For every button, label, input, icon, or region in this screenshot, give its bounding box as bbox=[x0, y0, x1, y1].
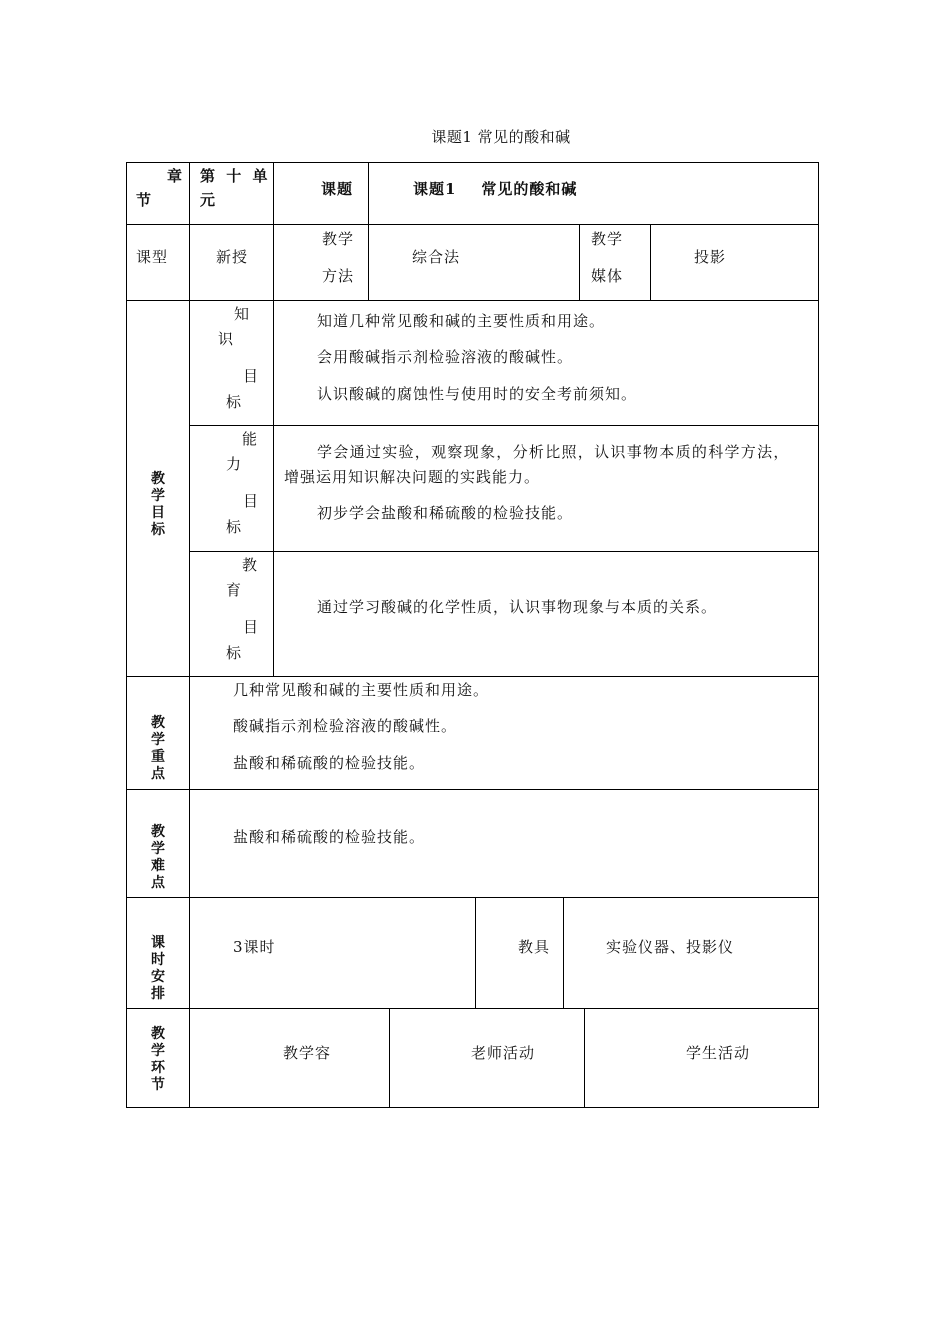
difficulties-label: 教 学 难 点 bbox=[151, 824, 165, 891]
education-label-3: 目 bbox=[243, 618, 260, 636]
unit-value-2: 元 bbox=[200, 191, 217, 209]
media-label-2: 媒体 bbox=[591, 267, 624, 285]
difficulties-content-cell bbox=[189, 789, 819, 898]
method-value: 综合法 bbox=[412, 248, 461, 266]
unit-value-1: 第 十 单 bbox=[200, 167, 269, 185]
education-label-1: 教 bbox=[242, 556, 259, 574]
chapter-label-1: 章 bbox=[166, 167, 183, 185]
stages-label: 教 学 环 节 bbox=[151, 1026, 165, 1093]
education-label-4: 标 bbox=[226, 644, 243, 662]
ability-label-cell bbox=[189, 425, 274, 552]
schedule-hours-cell bbox=[189, 897, 476, 1009]
stages-col2-cell bbox=[389, 1008, 585, 1108]
schedule-label: 课 时 安 排 bbox=[151, 935, 165, 1002]
ability-line-3: 初步学会盐酸和稀硫酸的检验技能。 bbox=[317, 504, 574, 522]
chapter-label-2: 节 bbox=[136, 191, 153, 209]
schedule-label-cell bbox=[126, 897, 190, 1009]
type-value: 新授 bbox=[216, 248, 249, 266]
key-points-content-cell bbox=[189, 676, 819, 790]
type-label: 课型 bbox=[136, 248, 169, 266]
topic-value-cell bbox=[368, 162, 819, 225]
topic-label: 课题 bbox=[321, 180, 354, 198]
knowledge-content-cell bbox=[273, 300, 819, 426]
chapter-label-cell bbox=[126, 162, 190, 225]
type-label-cell bbox=[126, 224, 190, 301]
tools-value-cell bbox=[563, 897, 819, 1009]
schedule-hours: 3课时 bbox=[233, 938, 276, 956]
media-value: 投影 bbox=[694, 248, 727, 266]
knowledge-line-3: 认识酸碱的腐蚀性与使用时的安全考前须知。 bbox=[317, 385, 638, 403]
topic-label-cell bbox=[273, 162, 369, 225]
education-content-cell bbox=[273, 551, 819, 677]
method-label-1: 教学 bbox=[322, 230, 355, 248]
topic-value: 课题1 常见的酸和碱 bbox=[413, 180, 578, 198]
ability-label-3: 目 bbox=[243, 492, 260, 510]
education-label-2: 育 bbox=[226, 581, 243, 599]
knowledge-label-2: 识 bbox=[218, 330, 235, 348]
stages-col1: 教学容 bbox=[283, 1044, 332, 1062]
knowledge-label-1: 知 bbox=[234, 305, 251, 323]
media-value-cell bbox=[650, 224, 819, 301]
method-label-cell bbox=[273, 224, 369, 301]
key-point-line-1: 几种常见酸和碱的主要性质和用途。 bbox=[233, 681, 490, 699]
ability-label-2: 力 bbox=[226, 455, 243, 473]
knowledge-label-4: 标 bbox=[226, 393, 243, 411]
stages-col2: 老师活动 bbox=[471, 1044, 536, 1062]
stages-col3-cell bbox=[584, 1008, 819, 1108]
knowledge-line-1: 知道几种常见酸和碱的主要性质和用途。 bbox=[317, 312, 606, 330]
ability-line-1: 学会通过实验，观察现象，分析比照，认识事物本质的科学方法， bbox=[317, 443, 790, 461]
ability-label-1: 能 bbox=[242, 430, 259, 448]
knowledge-label-3: 目 bbox=[243, 367, 260, 385]
media-label-cell bbox=[579, 224, 651, 301]
type-value-cell bbox=[189, 224, 274, 301]
tools-label: 教具 bbox=[518, 938, 551, 956]
objectives-label-cell bbox=[126, 300, 190, 677]
education-label-cell bbox=[189, 551, 274, 677]
key-points-label-cell bbox=[126, 676, 190, 790]
ability-line-2: 增强运用知识解决问题的实践能力。 bbox=[284, 468, 541, 486]
unit-cell bbox=[189, 162, 274, 225]
document-title: 课题1 常见的酸和碱 bbox=[431, 128, 571, 146]
ability-label-4: 标 bbox=[226, 518, 243, 536]
difficulty-line-1: 盐酸和稀硫酸的检验技能。 bbox=[233, 828, 426, 846]
stages-label-cell bbox=[126, 1008, 190, 1108]
knowledge-label-cell bbox=[189, 300, 274, 426]
tools-label-cell bbox=[475, 897, 564, 1009]
stages-col3: 学生活动 bbox=[686, 1044, 751, 1062]
knowledge-line-2: 会用酸碱指示剂检验溶液的酸碱性。 bbox=[317, 348, 574, 366]
stages-col1-cell bbox=[189, 1008, 390, 1108]
ability-content-cell bbox=[273, 425, 819, 552]
key-point-line-2: 酸碱指示剂检验溶液的酸碱性。 bbox=[233, 717, 458, 735]
method-label-2: 方法 bbox=[322, 267, 355, 285]
key-point-line-3: 盐酸和稀硫酸的检验技能。 bbox=[233, 754, 426, 772]
method-value-cell bbox=[368, 224, 580, 301]
education-line-1: 通过学习酸碱的化学性质，认识事物现象与本质的关系。 bbox=[317, 598, 718, 616]
key-points-label: 教 学 重 点 bbox=[151, 715, 165, 782]
difficulties-label-cell bbox=[126, 789, 190, 898]
media-label-1: 教学 bbox=[591, 230, 624, 248]
tools-value: 实验仪器、投影仪 bbox=[606, 938, 735, 956]
objectives-label: 教 学 目 标 bbox=[151, 471, 165, 538]
